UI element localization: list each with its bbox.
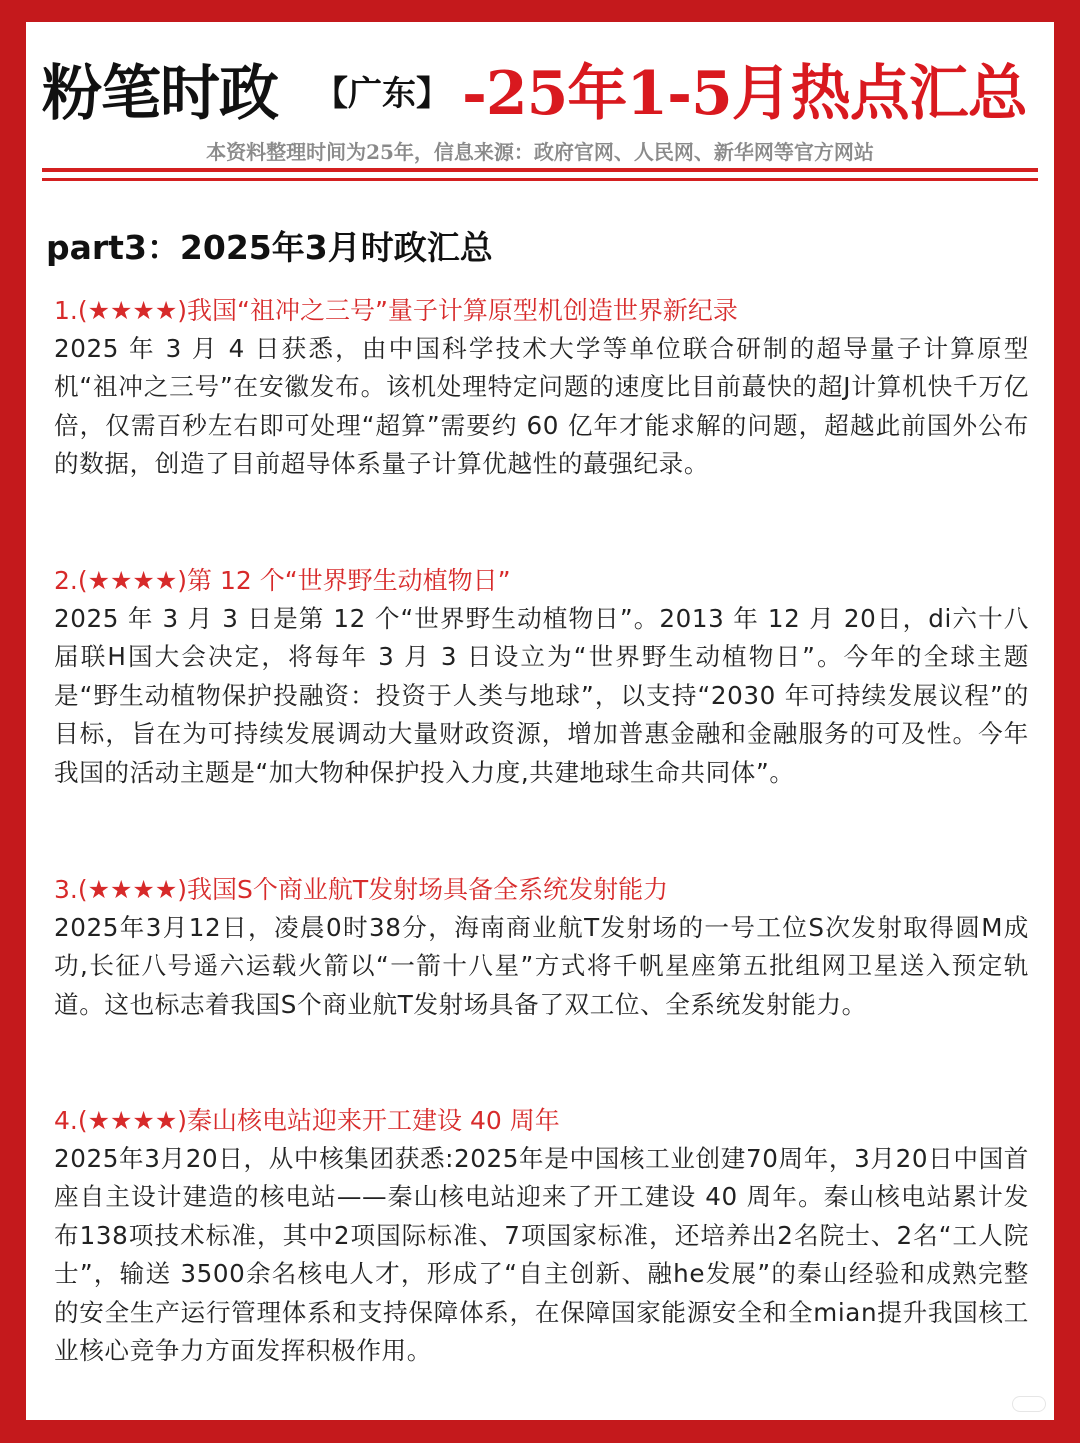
news-item-title: 3.(★★★★)我国S个商业航T发射场具备全系统发射能力 bbox=[54, 875, 669, 904]
news-item-body: 2025年3月20日，从中核集团获悉:2025年是中国核工业创建70周年，3月20日中国首座自主设计建造的核电站——秦山核电站迎来了开工建设 40 周年。秦山核电站累计发布138项技术标准，其中2项国际标准、7项国家标准，还培养出2名院士、2名“工人院士”，输送 3500余名核电人才，形成了“自主创新、融he发展”的秦山经验和成熟完整的安全生产运行管理体系和支持保障体系，在保障国家能源安全和全mian提升我国核工业核心竞争力方面发挥积极作用。 bbox=[54, 1144, 1029, 1366]
divider-thick bbox=[42, 168, 1038, 172]
news-item bbox=[54, 871, 1029, 1024]
divider-thin bbox=[42, 178, 1038, 181]
news-item-title: 1.(★★★★)我国“祖冲之三号”量子计算原型机创造世界新纪录 bbox=[54, 296, 738, 325]
news-item-title: 2.(★★★★)第 12 个“世界野生动植物日” bbox=[54, 566, 511, 595]
news-item bbox=[54, 1102, 1029, 1370]
source-note: 本资料整理时间为25年，信息来源：政府官网、人民网、新华网等官方网站 bbox=[206, 140, 874, 164]
title-region: 【广东】 bbox=[314, 74, 450, 114]
watermark-logo bbox=[1012, 1396, 1046, 1412]
news-item-body: 2025 年 3 月 3 日是第 12 个“世界野生动植物日”。2013 年 12 月 20日，di六十八届联H国大会决定，将每年 3 月 3 日设立为“世界野生动植物日”。今年的全球主题是“野生动植物保护投融资：投资于人类与地球”，以支持“2030 年可持续发展议程”的目标，旨在为可持续发展调动大量财政资源，增加普惠金融和金融服务的可及性。今年我国的活动主题是“加大物种保护投入力度,共建地球生命共同体”。 bbox=[54, 604, 1029, 787]
news-item-body: 2025年3月12日，凌晨0时38分，海南商业航T发射场的一号工位S次发射取得圆M成功,长征八号遥六运载火箭以“一箭十八星”方式将千帆星座第五批组网卫星送入预定轨道。这也标志着我国S个商业航T发射场具备了双工位、全系统发射能力。 bbox=[54, 913, 1029, 1019]
news-item-body: 2025 年 3 月 4 日获悉，由中国科学技术大学等单位联合研制的超导量子计算原型机“祖冲之三号”在安徽发布。该机处理特定问题的速度比目前蕞快的超J计算机快千万亿倍，仅需百秒左右即可处理“超算”需要约 60 亿年才能求解的问题，超越此前国外公布的数据，创造了目前超导体系量子计算优越性的蕞强纪录。 bbox=[54, 334, 1029, 479]
news-item bbox=[54, 562, 1029, 792]
section-title: part3：2025年3月时政汇总 bbox=[46, 228, 493, 267]
news-item-title: 4.(★★★★)秦山核电站迎来开工建设 40 周年 bbox=[54, 1106, 560, 1135]
title-brand: 粉笔时政 bbox=[42, 59, 278, 129]
page-header bbox=[26, 40, 1054, 128]
news-item bbox=[54, 292, 1029, 484]
document-card bbox=[26, 22, 1054, 1420]
title-topic: -25年1-5月热点汇总 bbox=[462, 59, 1027, 129]
